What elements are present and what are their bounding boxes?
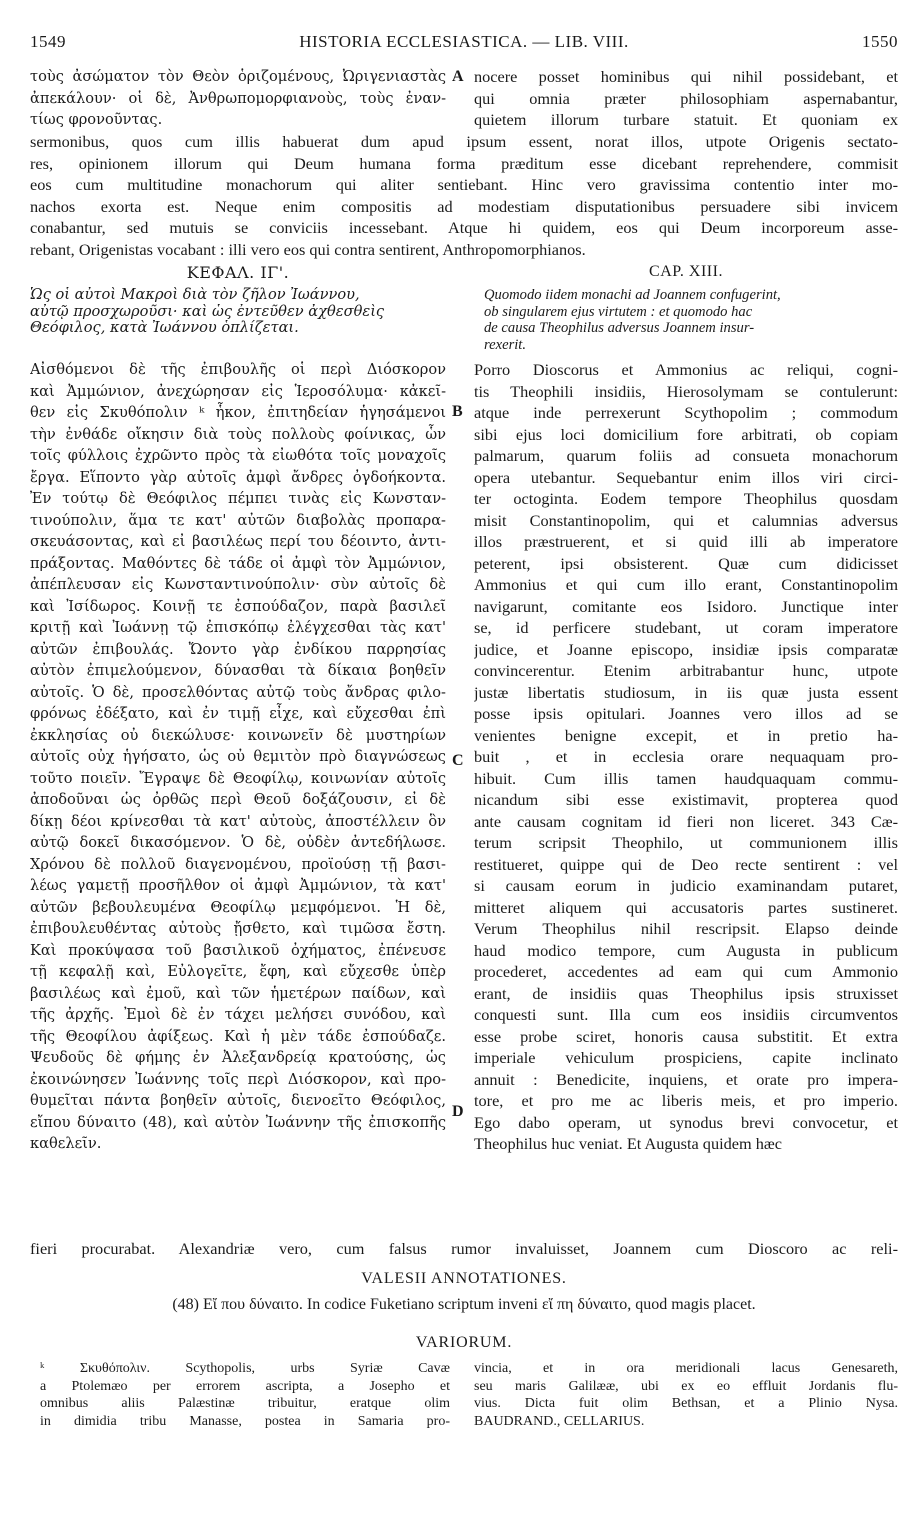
text-line: Ammonius et qui cum illo erant, Constantinopolim [474,575,898,594]
running-header [30,32,898,60]
text-line: imperiale vehiculum prospiciens, capite inclinato [474,1048,898,1067]
text-line: Ego dabo operam, ut synodus brevi convocetur, et [474,1112,898,1132]
text-line: mitteret aliquem qui accusatoris partes sustineret. [474,897,898,917]
text-line: αὐτῶν ἐπιβουλάς. Ὤοντο γὰρ ἐνδίκου παρρησίας [30,640,446,658]
text-line: λέως γαμετῇ προσῆλθον οἱ ἀμφὶ Ἀμμώνιον, τὰ κατ' [30,877,446,894]
margin-marker-c: C [452,752,464,769]
text-line: haud modico tempore, cum Augusta in publicum [474,940,898,960]
text-line: ἔργα. Εἵποντο γὰρ αὐτοῖς ἀμφὶ ἄνδρες ὀγδοήκοντα. [30,468,446,486]
valesii-heading: VALESII ANNOTATIONES. [361,1270,567,1287]
text-line: opera utebantur. Sequebantur enim illos viri circi- [474,467,898,487]
top-latin-column [474,66,898,131]
text-line: Verum Theophilus nihil rescripsit. Elapso deinde [474,919,898,938]
text-line: venientes benigne excepit, et in pretio ha- [474,725,898,745]
margin-marker-b: B [452,403,463,420]
text-line: καθελεῖν. [30,1135,102,1152]
note-line: omnibus aliis Palæstinæ tribuitur, eratque olim [40,1396,450,1411]
text-line: ἀπέπλευσαν εἰς Κωνσταντινούπολιν· σὺν αὐτοῖς δὲ [30,576,446,593]
text-line: eos cum multitudine monachorum qui aliter sentiebant. Hinc vero gravissima contentio inter mo- [30,175,898,194]
text-line: conquesti sunt. Illa cum eos insidiis circumventos [474,1005,898,1024]
latin-body-column [474,359,898,1155]
note-line: BAUDRAND., CELLARIUS. [474,1413,645,1429]
text-line: τίως φρονοῦντας. [30,111,163,128]
variorum-heading: VARIORUM. [415,1334,513,1351]
summary-line: αὐτῷ προσχωροῦσι· καὶ ὡς ἐντεῦθεν ἀχθεσθεὶς [30,303,385,320]
text-line: Theophilus huc veniat. Et Augusta quidem hæc [474,1134,782,1153]
text-line: αὐτῷ δοκεῖ δικασόμενον. Ὁ δὲ, οὐδὲν ἀντεδήλωσε. [30,834,446,851]
latin-chapter-heading: CAP. XIII. [649,263,723,280]
variorum-left-column [40,1360,450,1430]
text-line: procederet, accedentes ad eam qui cum Ammonio [474,962,898,981]
text-line: nicandum sibi esse existimavit, propterea quod [474,790,898,809]
text-line: nocere posset hominibus qui nihil possidebant, et [474,67,898,86]
text-line: rebant, Origenistas vocabant : illi vero eos qui contra sentirent, Anthropomorphianos. [30,239,586,259]
note-line: a Ptolemæo per errorem ascripta, a Josepho et [40,1378,450,1394]
text-line: τῆς ἀρχῆς. Ἐμοὶ δὲ ἐν τάχει μελήσει συνόδου, καὶ [30,1006,446,1023]
running-title: HISTORIA ECCLESIASTICA. — LIB. VIII. [299,32,629,51]
summary-line: Θεόφιλος, κατὰ Ἰωάννου ὁπλίζεται. [30,320,299,336]
latin-chapter-summary [484,287,898,353]
text-line: Porro Dioscorus et Ammonius ac reliqui, cogni- [474,360,898,379]
page-number-right: 1550 [862,32,898,51]
text-line: τοῦτο ποιεῖν. Ἔγραψε δὲ Θεοφίλῳ, κοινωνίαν αὐτοῖς [30,769,446,787]
note-line: vincia, et in ora meridionali lacus Genesareth, [474,1361,898,1376]
text-line: sermonibus, quos cum illis habuerat dum apud ipsum essent, norat illos, utpote Origenis sectato- [30,132,898,151]
text-line: convincerentur. Etenim arbitrabantur hunc, utpote [474,661,898,680]
text-line: se, id perficere studebant, ut coram imperatore [474,618,898,637]
text-line: conabantur, sed mutuis se conviciis incessebant. Atque hi quidem, eos qui Deum incorporeum asse- [30,218,898,237]
text-line: πράξοντας. Μαθόντες δὲ τάδε οἱ ἀμφὶ τὸν Ἀμμώνιον, [30,554,446,572]
text-line: τὴν ἐνθάδε οἴκησιν διὰ τοὺς πολλοὺς φοίνικας, ὧν [30,425,446,443]
text-line: misit Constantinopolim, qui et calumnias adversus [474,510,898,530]
text-line: Χρόνου δὲ πολλοῦ διαγενομένου, προϊούσῃ τῇ βασι- [30,855,446,873]
text-line: illos præstruerent, et si quid illi ab imperatore [474,532,898,551]
text-line: erant, de insidiis quas Theophilus ipsis struxisset [474,983,898,1003]
text-line: buit , et in ecclesia orare nequaquam pro- [474,747,898,766]
summary-line: Ὡς οἱ αὐτοὶ Μακροὶ διὰ τὸν ζῆλον Ἰωάννου, [30,287,360,303]
text-line: ἐκκλησίας οὐ διεκώλυσε· κοινωνεῖν δὲ μυστηρίων [30,726,446,744]
text-line: sibi ejus loci domicilium fore arbitrati, ob copiam [474,424,898,444]
text-line: κριτῇ καὶ Ἰωάννῃ τῷ ἐπισκόπῳ ἐλέγχεσθαι τὰς κατ' [30,619,446,636]
text-line: αὐτοῖς. Ὁ δὲ, προσελθόντας αὐτῷ τοὺς ἄνδρας φιλο- [30,683,446,701]
text-line: εἴπου δύναιτο (48), καὶ αὐτὸν Ἰωάννην τῆς ἐπισκοπῆς [30,1113,446,1131]
text-line: hibuit. Cum illis tamen haudquaquam commu- [474,768,898,788]
text-line: judice, et Joanne episcopo, insidiæ ipsis comparatæ [474,639,898,659]
margin-marker-a: A [452,68,464,85]
summary-line: ob singularem ejus virtutem : et quomodo hac [484,303,753,320]
variorum-right-column [474,1360,898,1430]
text-line: Ἐν τούτῳ δὲ Θεόφιλος πέμπει τινὰς εἰς Κωνσταν- [30,490,446,507]
greek-chapter-summary [30,287,446,337]
summary-line: rexerit. [484,336,527,353]
text-line: τῇ κεφαλῇ καὶ, Εὐλογεῖτε, ἔφη, καὶ εὔχεσθε ὑπὲρ [30,963,446,980]
text-line: qui omnia præter philosophiam aspernabantur, [474,88,898,108]
note-line: seu maris Galilææ, ubi ex eo effluit Jordanis flu- [474,1378,898,1394]
summary-line: Quomodo iidem monachi ad Joannem confugerint, [484,287,781,303]
text-line: καὶ Ἀμμώνιον, ἀνεχώρησαν εἰς Ἱεροσόλυμα· κἀκεῖ- [30,382,446,400]
text-line: palmarum, quarum foliis ad consueta monachorum [474,446,898,465]
text-line: Ψευδοῦς δὲ φήμης ἐν Ἀλεξανδρείᾳ κρατούσης, ὡς [30,1049,446,1066]
text-line: αὐτὸν ἐπιμελούμενον, δύνασθαι τὰ δίκαια βοηθεῖν [30,662,446,679]
text-line: θεν εἰς Σκυθόπολιν ᵏ ἧκον, ἐπιτηδείαν ἡγησάμενοι [30,404,446,421]
text-line: δίκῃ δέοι κρίνεσθαι τὰ κατ' αὐτοὺς, ἀποστέλλειν ὃν [30,812,446,830]
text-line: navigarunt, comitante eos Isidoro. Junctique inter [474,596,898,616]
text-line: ἀποδοῦναι ὡς ὀρθῶς περὶ Θεοῦ δοξάζουσιν, εἰ δὲ [30,791,446,808]
text-line: αὐτῶν βεβουλευμένα Θεοφίλῳ μεμφόμενοι. Ἡ δὲ, [30,898,446,916]
note-line: in dimidia tribu Manasse, postea in Samaria pro- [40,1413,450,1429]
text-line: τοῖς φύλλοις ἐχρῶντο πρὸς τὰ εἰωθότα τοῖς μοναχοῖς [30,447,446,464]
full-width-closing-line [30,1238,898,1260]
text-line: fieri procurabat. Alexandriæ vero, cum falsus rumor invaluisset, Joannem cum Dioscoro ac reli- [30,1239,898,1258]
text-line: res, opinionem illorum qui Deum humana forma præditum esse dicebant reprehendere, commisit [30,153,898,173]
note-line: ᵏ Σκυθόπολιν. Scythopolis, urbs Syriæ Cavæ [40,1361,450,1376]
text-line: ἐπιβουλευθέντας αὐτοὺς ᾔσθετο, καὶ τιμῶσα ἔστη. [30,920,446,937]
text-line: quietem illorum turbare statuit. Et quoniam ex [474,110,898,129]
text-line: tore, et pro me ac liberis meis, et pro imperio. [474,1091,898,1110]
text-line: annuit : Benedicite, inquiens, et orate pro impera- [474,1069,898,1089]
margin-marker-d: D [452,1103,464,1120]
text-line: posse ipsis opitulari. Joannes vero illos ad se [474,704,898,723]
text-line: ἐκοινώνησεν Ἰωάννης τοῖς περὶ Διόσκορον, καὶ προ- [30,1070,446,1088]
top-greek-column [30,66,446,131]
full-width-paragraph [30,131,898,260]
text-line: φρόνως ἐδέξατο, καὶ ἐν τιμῇ εἶχε, καὶ εὔχεσθαι ἐπὶ [30,705,446,722]
valesii-note: (48) Εἴ που δύναιτο. In codice Fuketiano scriptum inveni εἴ πη δύναιτο, quod magis placet. [172,1296,756,1313]
summary-line: de causa Theophilus adversus Joannem insur- [484,320,755,336]
text-line: ante causam cognitam id fieri non liceret. 343 Cæ- [474,811,898,831]
text-line: terum scripsit Theophilo, ut communionem illis [474,833,898,852]
text-line: peterent, ipsi obsisterent. Quæ cum didicisset [474,553,898,573]
text-line: nachos exorta est. Neque enim compositis ad modestiam disputationibus persuadere sibi invicem [30,196,898,216]
text-line: ter octoginta. Eodem tempore Theophilus quosdam [474,489,898,508]
note-line: vius. Dicta fuit olim Bethsan, et a Plinio Nysa. [474,1396,898,1411]
text-line: τοὺς ἀσώματον τὸν Θεὸν ὁριζομένους, Ὠριγενιαστὰς [30,68,446,85]
text-line: atque inde perrexerunt Scythopolim ; commodum [474,403,898,422]
text-line: restitueret, quippe qui de Deo recte sentirent : vel [474,854,898,874]
text-line: Αἰσθόμενοι δὲ τῆς ἐπιβουλῆς οἱ περὶ Διόσκορον [30,361,446,378]
text-line: Καὶ προκύψασα τοῦ βασιλικοῦ ὀχήματος, ἐπένευσε [30,941,446,959]
text-line: justæ libertatis studiosum, in iis quæ justa essent [474,682,898,702]
text-line: tis Theophili insidiis, Hierosolymam se contulerunt: [474,381,898,401]
text-line: esse probe sciret, honoris causa substitit. Et extra [474,1026,898,1046]
text-line: τινούπολιν, ἅμα τε κατ' αὐτῶν διαβολὰς προπαρα- [30,511,446,529]
text-line: θυμεῖται πάντα βοηθεῖν αὐτοῖς, διενοεῖτο Θεόφιλος, [30,1092,446,1109]
text-line: ἀπεκάλουν· οἱ δὲ, Ἀνθρωπομορφιανοὺς, τοὺς ἐναν- [30,89,446,107]
text-line: σκευάσοντας, καὶ εἰ βασιλέως περί του δέοιντο, ἀντι- [30,533,446,550]
text-line: αὐτοῖς οὐχ ἡγήσατο, ὡς οὐ θεμιτὸν πρὸ διαγνώσεως [30,748,446,765]
text-line: καὶ Ἰσίδωρος. Κοινῇ τε ἐσπούδαζον, παρὰ βασιλεῖ [30,597,446,615]
greek-chapter-heading: ΚΕΦΑΛ. ΙΓ'. [186,263,290,282]
text-line: si causam eorum in judicio examinandam putaret, [474,876,898,895]
page-number-left: 1549 [30,32,66,51]
greek-body-column [30,359,446,1155]
text-line: τῆς Θεοφίλου ἀφίξεως. Καὶ ἡ μὲν τάδε ἐσπούδαζε. [30,1027,446,1045]
text-line: βασιλέως καὶ ἐμοῦ, καὶ τῶν ἡμετέρων παίδων, καὶ [30,984,446,1002]
